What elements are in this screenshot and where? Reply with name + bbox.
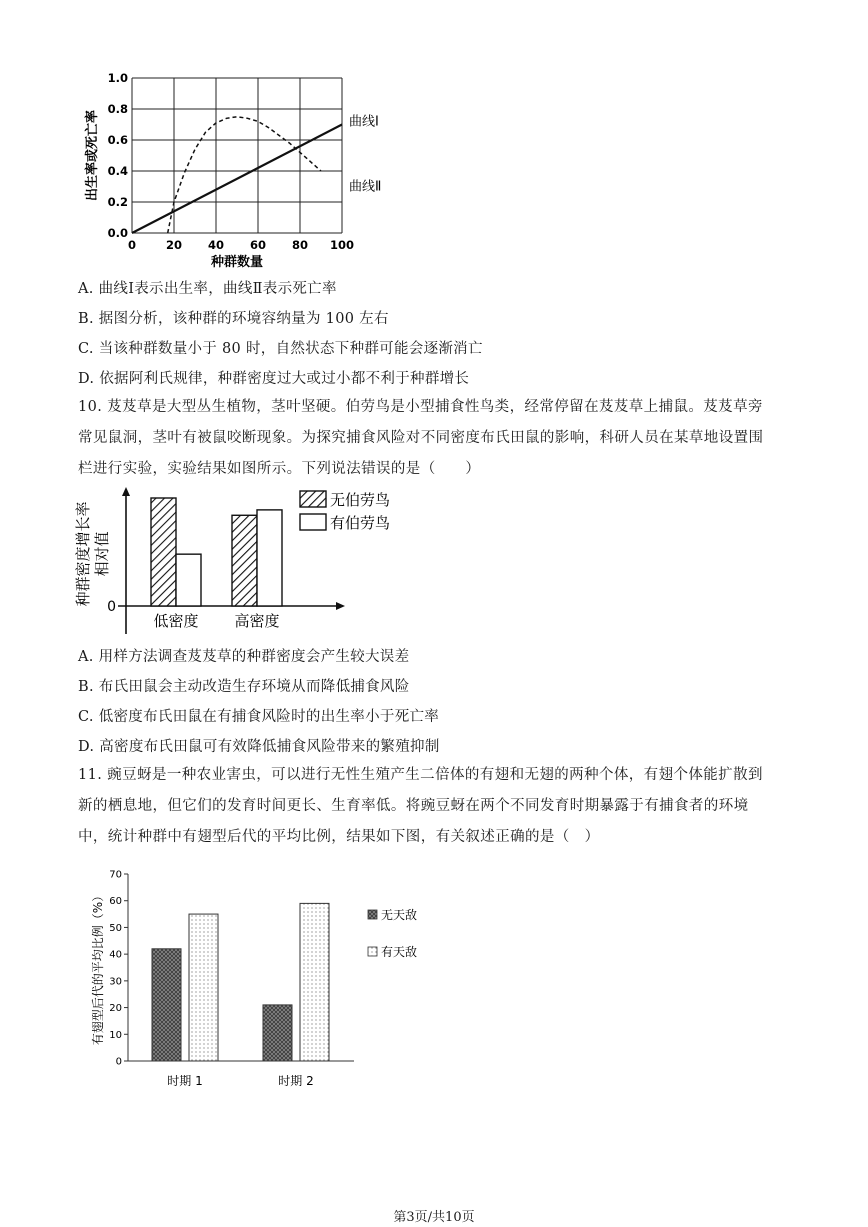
legend-swatch: [300, 514, 326, 530]
x-tick-label: 20: [165, 238, 183, 252]
y-tick-label: 0.6: [107, 133, 128, 147]
y-tick-label: 0.2: [107, 195, 128, 209]
x-tick-label: 100: [329, 238, 355, 252]
y-axis-label: 种群密度增长率: [74, 501, 92, 607]
y-tick-label: 0.8: [107, 102, 128, 116]
q9-option-c: C. 当该种群数量小于 80 时，自然状态下种群可能会逐渐消亡: [78, 341, 483, 357]
q10-stem-line: 10. 芨芨草是大型丛生植物，茎叶坚硬。伯劳鸟是小型捕食性鸟类，经常停留在芨芨草上捕鼠。芨芨草旁: [78, 399, 763, 415]
page-footer: 第3页/共10页: [393, 1210, 475, 1225]
y-tick-label: 40: [109, 949, 122, 961]
x-axis-arrow: [336, 602, 345, 610]
y-tick-label: 20: [109, 1003, 122, 1015]
x-tick-label: 0: [127, 238, 137, 252]
bar: [152, 949, 181, 1061]
bar: [300, 903, 329, 1061]
q10-stem: [78, 392, 798, 485]
q11-stem-line: 中，统计种群中有翅型后代的平均比例，结果如下图，有关叙述正确的是（ ）: [78, 829, 600, 845]
q10-stem-line: 常见鼠洞，茎叶有被鼠咬断现象。为探究捕食风险对不同密度布氏田鼠的影响，科研人员在某草地设置围: [78, 430, 764, 446]
birth-death-rate-chart: [80, 66, 410, 270]
q10-stem-line: 栏进行实验，实验结果如图所示。下列说法错误的是（ ）: [78, 461, 481, 477]
legend-swatch: [368, 910, 377, 919]
curve-1-label: 曲线Ⅰ: [349, 114, 379, 130]
x-tick-label: 80: [291, 238, 309, 252]
y-tick-label: 0: [115, 1056, 122, 1068]
y-tick-label: 50: [109, 922, 122, 934]
bar: [176, 554, 201, 606]
bar: [189, 914, 218, 1061]
x-axis-label: 种群数量: [210, 255, 264, 270]
legend-label: 无伯劳鸟: [330, 491, 391, 509]
y-axis-label: 有翅型后代的平均比例（%）: [91, 889, 105, 1046]
curve-2-label: 曲线Ⅱ: [349, 179, 382, 195]
bar: [232, 515, 257, 606]
y-axis-label: 出生率或死亡率: [85, 109, 100, 202]
q10-option-a: A. 用样方法调查芨芨草的种群密度会产生较大误差: [78, 649, 410, 665]
y-tick-label: 0.0: [107, 226, 128, 240]
bar: [257, 510, 282, 606]
x-category-label: 时期 1: [167, 1074, 203, 1088]
x-tick-label: 40: [207, 238, 225, 252]
y-tick-label: 10: [109, 1029, 122, 1041]
y-tick-label: 60: [109, 896, 122, 908]
x-category-label: 低密度: [153, 612, 199, 630]
zero-label: 0: [107, 599, 116, 615]
x-category-label: 高密度: [234, 612, 280, 630]
x-category-label: 时期 2: [278, 1074, 314, 1088]
bar: [263, 1005, 292, 1061]
legend-label: 无天敌: [381, 908, 418, 922]
y-tick-label: 70: [109, 869, 122, 881]
q10-option-c: C. 低密度布氏田鼠在有捕食风险时的出生率小于死亡率: [78, 709, 440, 725]
q9-option-d: D. 依据阿利氏规律，种群密度过大或过小都不利于种群增长: [78, 371, 470, 387]
q11-stem-line: 新的栖息地，但它们的发育时间更长、生育率低。将豌豆蚜在两个不同发育时期暴露于有捕食者的环境: [78, 798, 749, 814]
legend-label: 有天敌: [381, 945, 418, 959]
q11-stem-line: 11. 豌豆蚜是一种农业害虫，可以进行无性生殖产生二倍体的有翅和无翅的两种个体，有翅个体能扩散到: [78, 767, 763, 783]
density-growth-bar-chart: [74, 482, 418, 637]
q9-option-a: A. 曲线Ⅰ表示出生率，曲线Ⅱ表示死亡率: [78, 281, 337, 297]
legend-swatch: [300, 491, 326, 507]
bar: [151, 498, 176, 606]
q9-option-b: B. 据图分析，该种群的环境容纳量为 100 左右: [78, 311, 389, 327]
y-tick-label: 30: [109, 976, 122, 988]
q10-option-b: B. 布氏田鼠会主动改造生存环境从而降低捕食风险: [78, 679, 410, 695]
y-tick-label: 1.0: [107, 71, 128, 85]
q10-option-d: D. 高密度布氏田鼠可有效降低捕食风险带来的繁殖抑制: [78, 739, 440, 755]
curve-1-line: [132, 125, 342, 234]
y-axis-label: 相对值: [93, 531, 111, 577]
legend-swatch: [368, 947, 377, 956]
y-axis-arrow: [122, 487, 130, 496]
legend-label: 有伯劳鸟: [330, 514, 391, 532]
y-tick-label: 0.4: [107, 164, 128, 178]
x-tick-label: 60: [249, 238, 267, 252]
q11-stem: [78, 760, 798, 853]
winged-offspring-bar-chart: [82, 862, 442, 1094]
